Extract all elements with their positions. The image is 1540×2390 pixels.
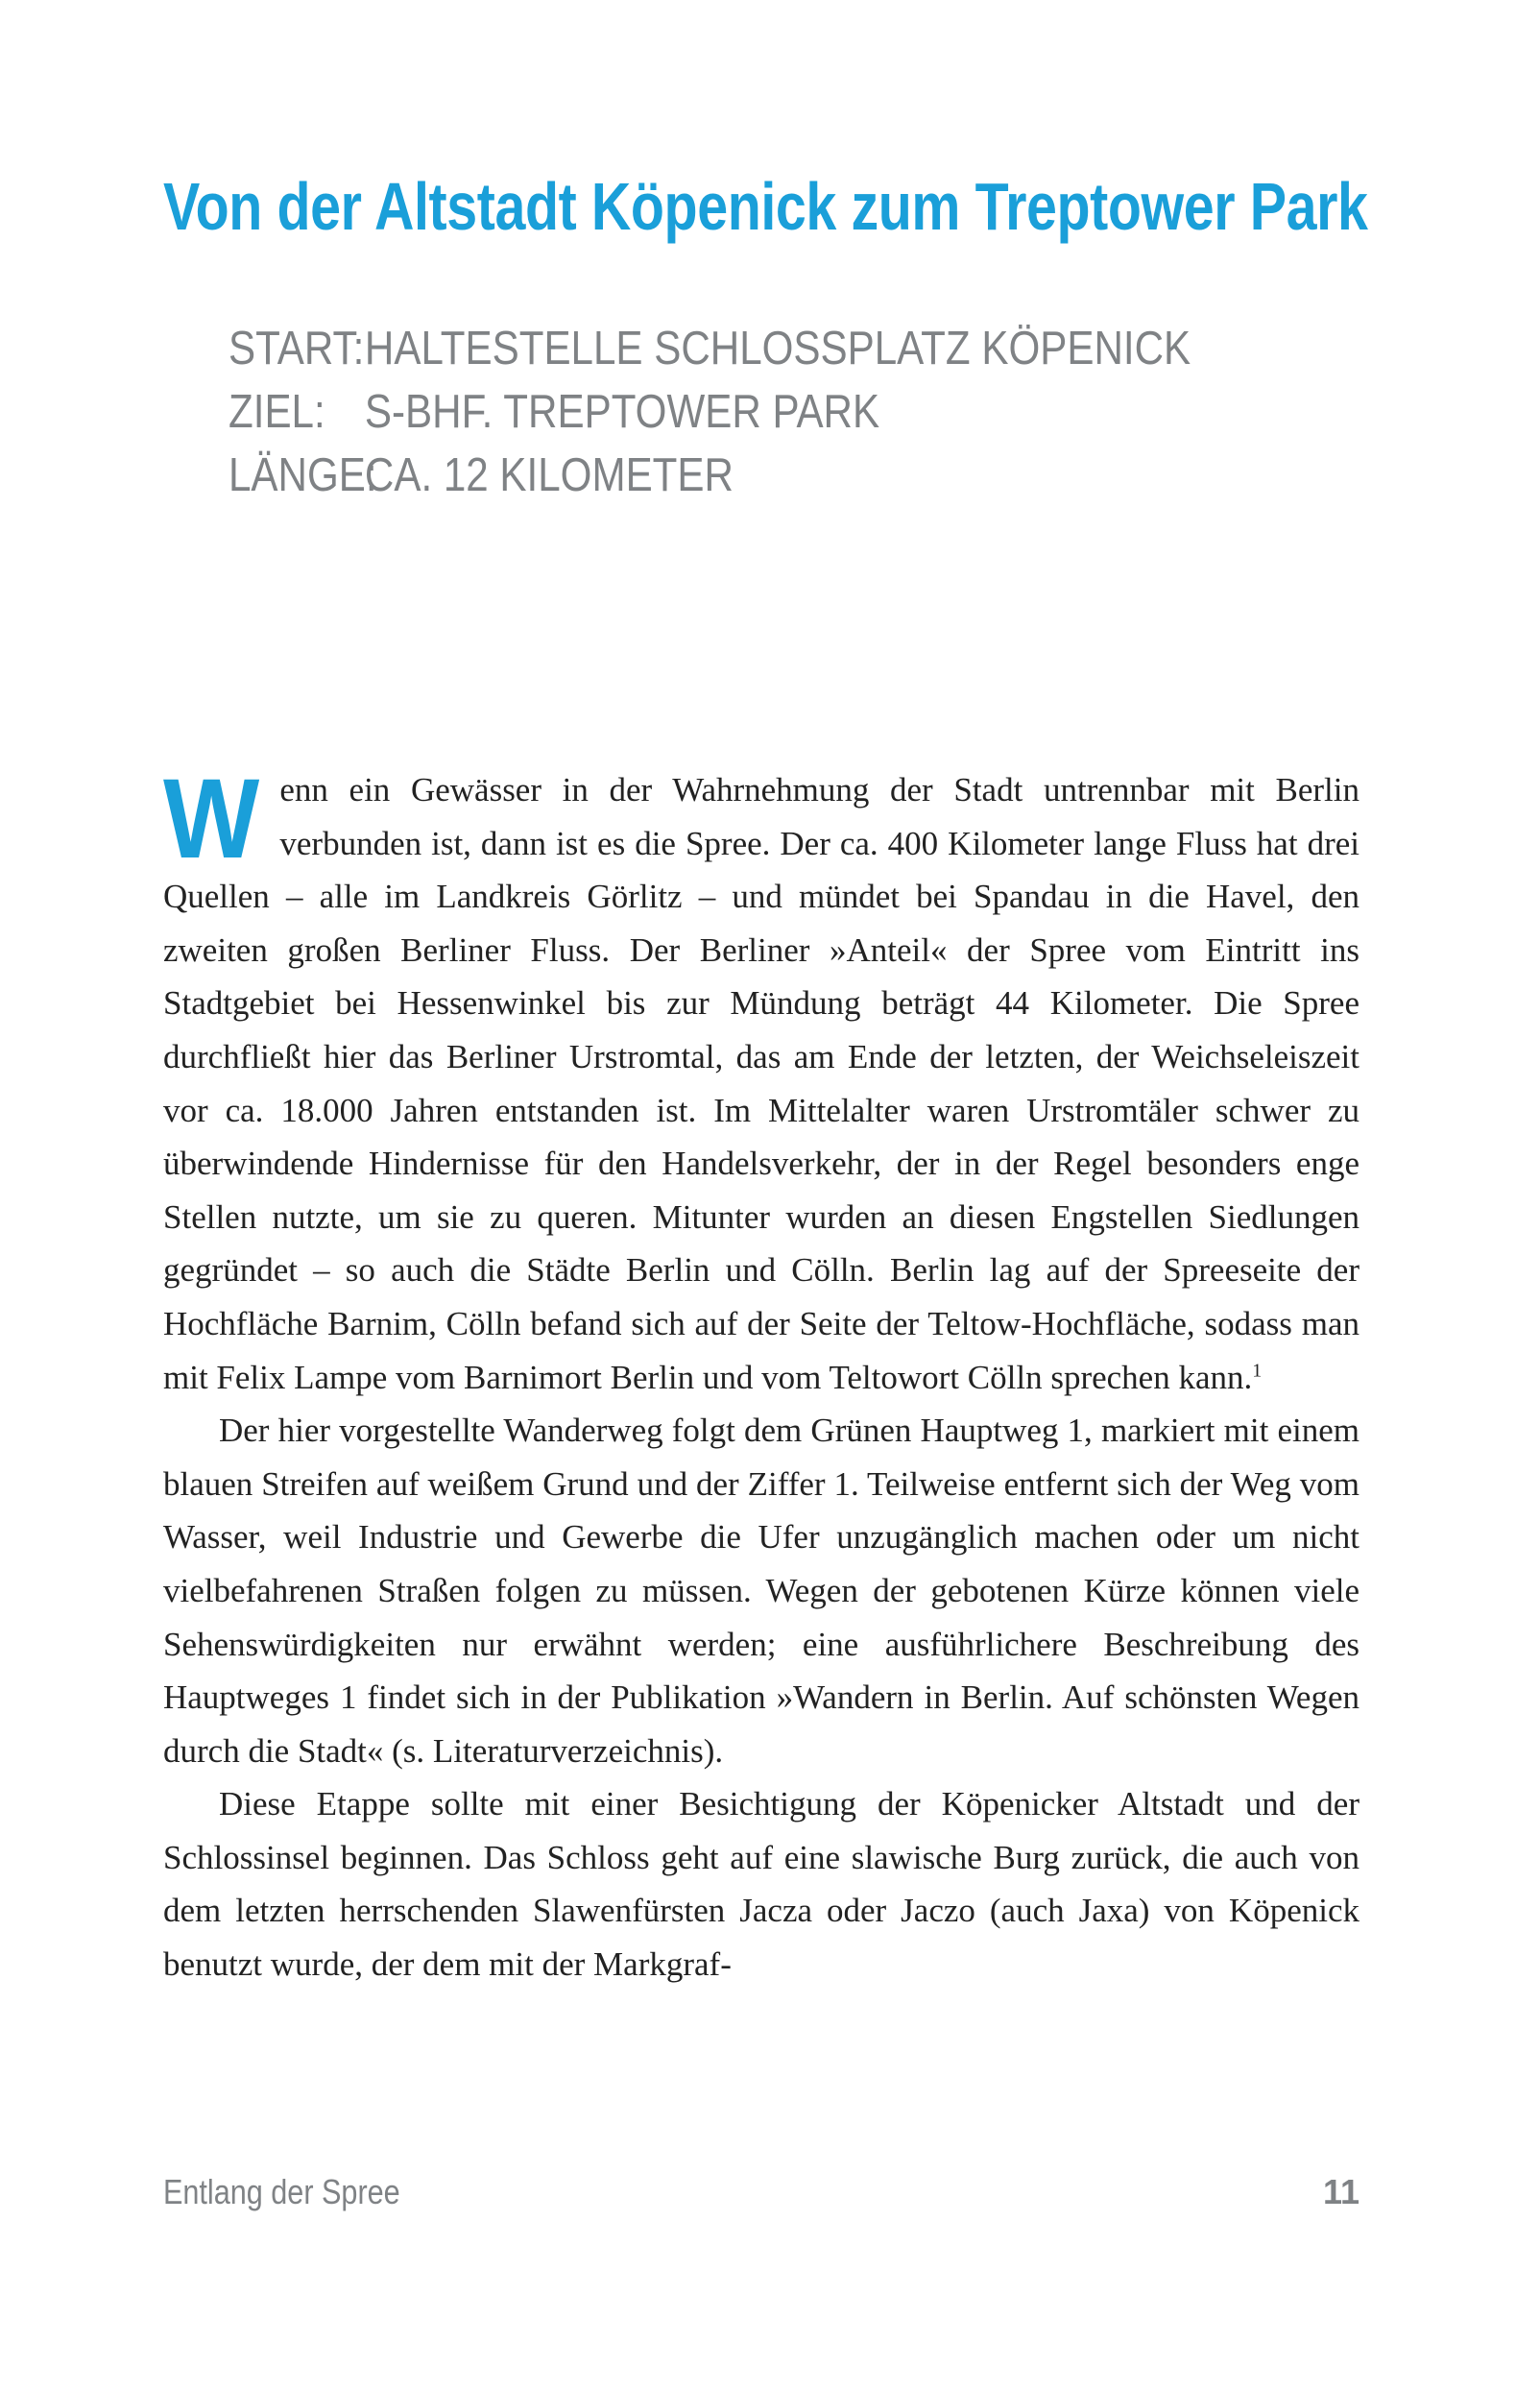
route-info: [229, 317, 1191, 507]
paragraph-1: [163, 756, 1360, 1404]
paragraph-2: Der hier vorgestellte Wanderweg folgt dem Grünen Hauptweg 1, markiert mit einem blauen Streifen auf weißem Grund und der Ziffer 1. Teilweise entfernt sich der Weg vom Wasser, weil Industrie und Gewerbe die Ufer unzugänglich machen oder um nicht vielbefahrenen Straßen folgen zu müssen. Wegen der gebotenen Kürze können viele Sehenswürdigkeiten nur erwähnt werden; eine ausführlichere Beschreibung des Hauptweges 1 findet sich in der Publikation »Wandern in Berlin. Auf schönsten Wegen durch die Stadt« (s. Literaturverzeichnis).: [163, 1412, 1360, 1770]
laenge-value: CA. 12 KILOMETER: [364, 449, 734, 501]
running-title: Entlang der Spree: [163, 2172, 400, 2211]
ziel-label: ZIEL:: [229, 386, 325, 438]
page-number: 11: [1322, 2172, 1360, 2211]
start-value: HALTESTELLE SCHLOSSPLATZ KÖPENICK: [364, 323, 1191, 374]
paragraph-1-text: enn ein Gewässer in der Wahrnehmung der Stadt untrennbar mit Berlin verbunden ist, dann ist es die Spree. Der ca. 400 Kilometer lange Fluss hat drei Quellen – alle im Landkreis Görlitz – und mündet bei Spandau in die Havel, den zweiten großen Berliner Fluss. Der Berliner »Anteil« der Spree vom Eintritt ins Stadtgebiet bei Hessenwinkel bis zur Mündung beträgt 44 Kilometer. Die Spree durchfließt hier das Berliner Urstromtal, das am Ende der letzten, der Weichseleiszeit vor ca. 18.000 Jahren entstanden ist. Im Mittelalter waren Urstromtäler schwer zu überwindende Hindernisse für den Handelsverkehr, der in der Regel besonders enge Stellen nutzte, um sie zu queren. Mitunter wurden an diesen Engstellen Siedlungen gegründet – so auch die Städte Berlin und Cölln. Berlin lag auf der Spreeseite der Hochfläche Barnim, Cölln befand sich auf der Seite der Teltow-Hochfläche, sodass man mit Felix Lampe vom Barnimort Berlin und vom Teltowort Cölln sprechen kann.: [163, 771, 1360, 1396]
ziel-value: S-BHF. TREPTOWER PARK: [364, 386, 880, 438]
start-label: START:: [229, 323, 365, 374]
paragraph-3: Diese Etappe sollte mit einer Besichtigung der Köpenicker Altstadt und der Schlossinsel beginnen. Das Schloss geht auf eine slawische Burg zurück, die auch von dem letzten herrschenden Slawenfürsten Jacza oder Jaczo (auch Jaxa) von Köpenick benutzt wurde, der dem mit der Markgraf-: [163, 1785, 1360, 1984]
laenge-label: LÄNGE:: [229, 449, 377, 501]
route-start-row: [229, 317, 1191, 380]
body-text: [163, 756, 1360, 1992]
chapter-title: Von der Altstadt Köpenick zum Treptower Park: [163, 169, 1368, 244]
footnote-reference[interactable]: 1: [1252, 1359, 1263, 1381]
route-ziel-row: [229, 380, 1191, 444]
drop-cap: W: [163, 756, 260, 882]
route-laenge-row: [229, 444, 1191, 507]
